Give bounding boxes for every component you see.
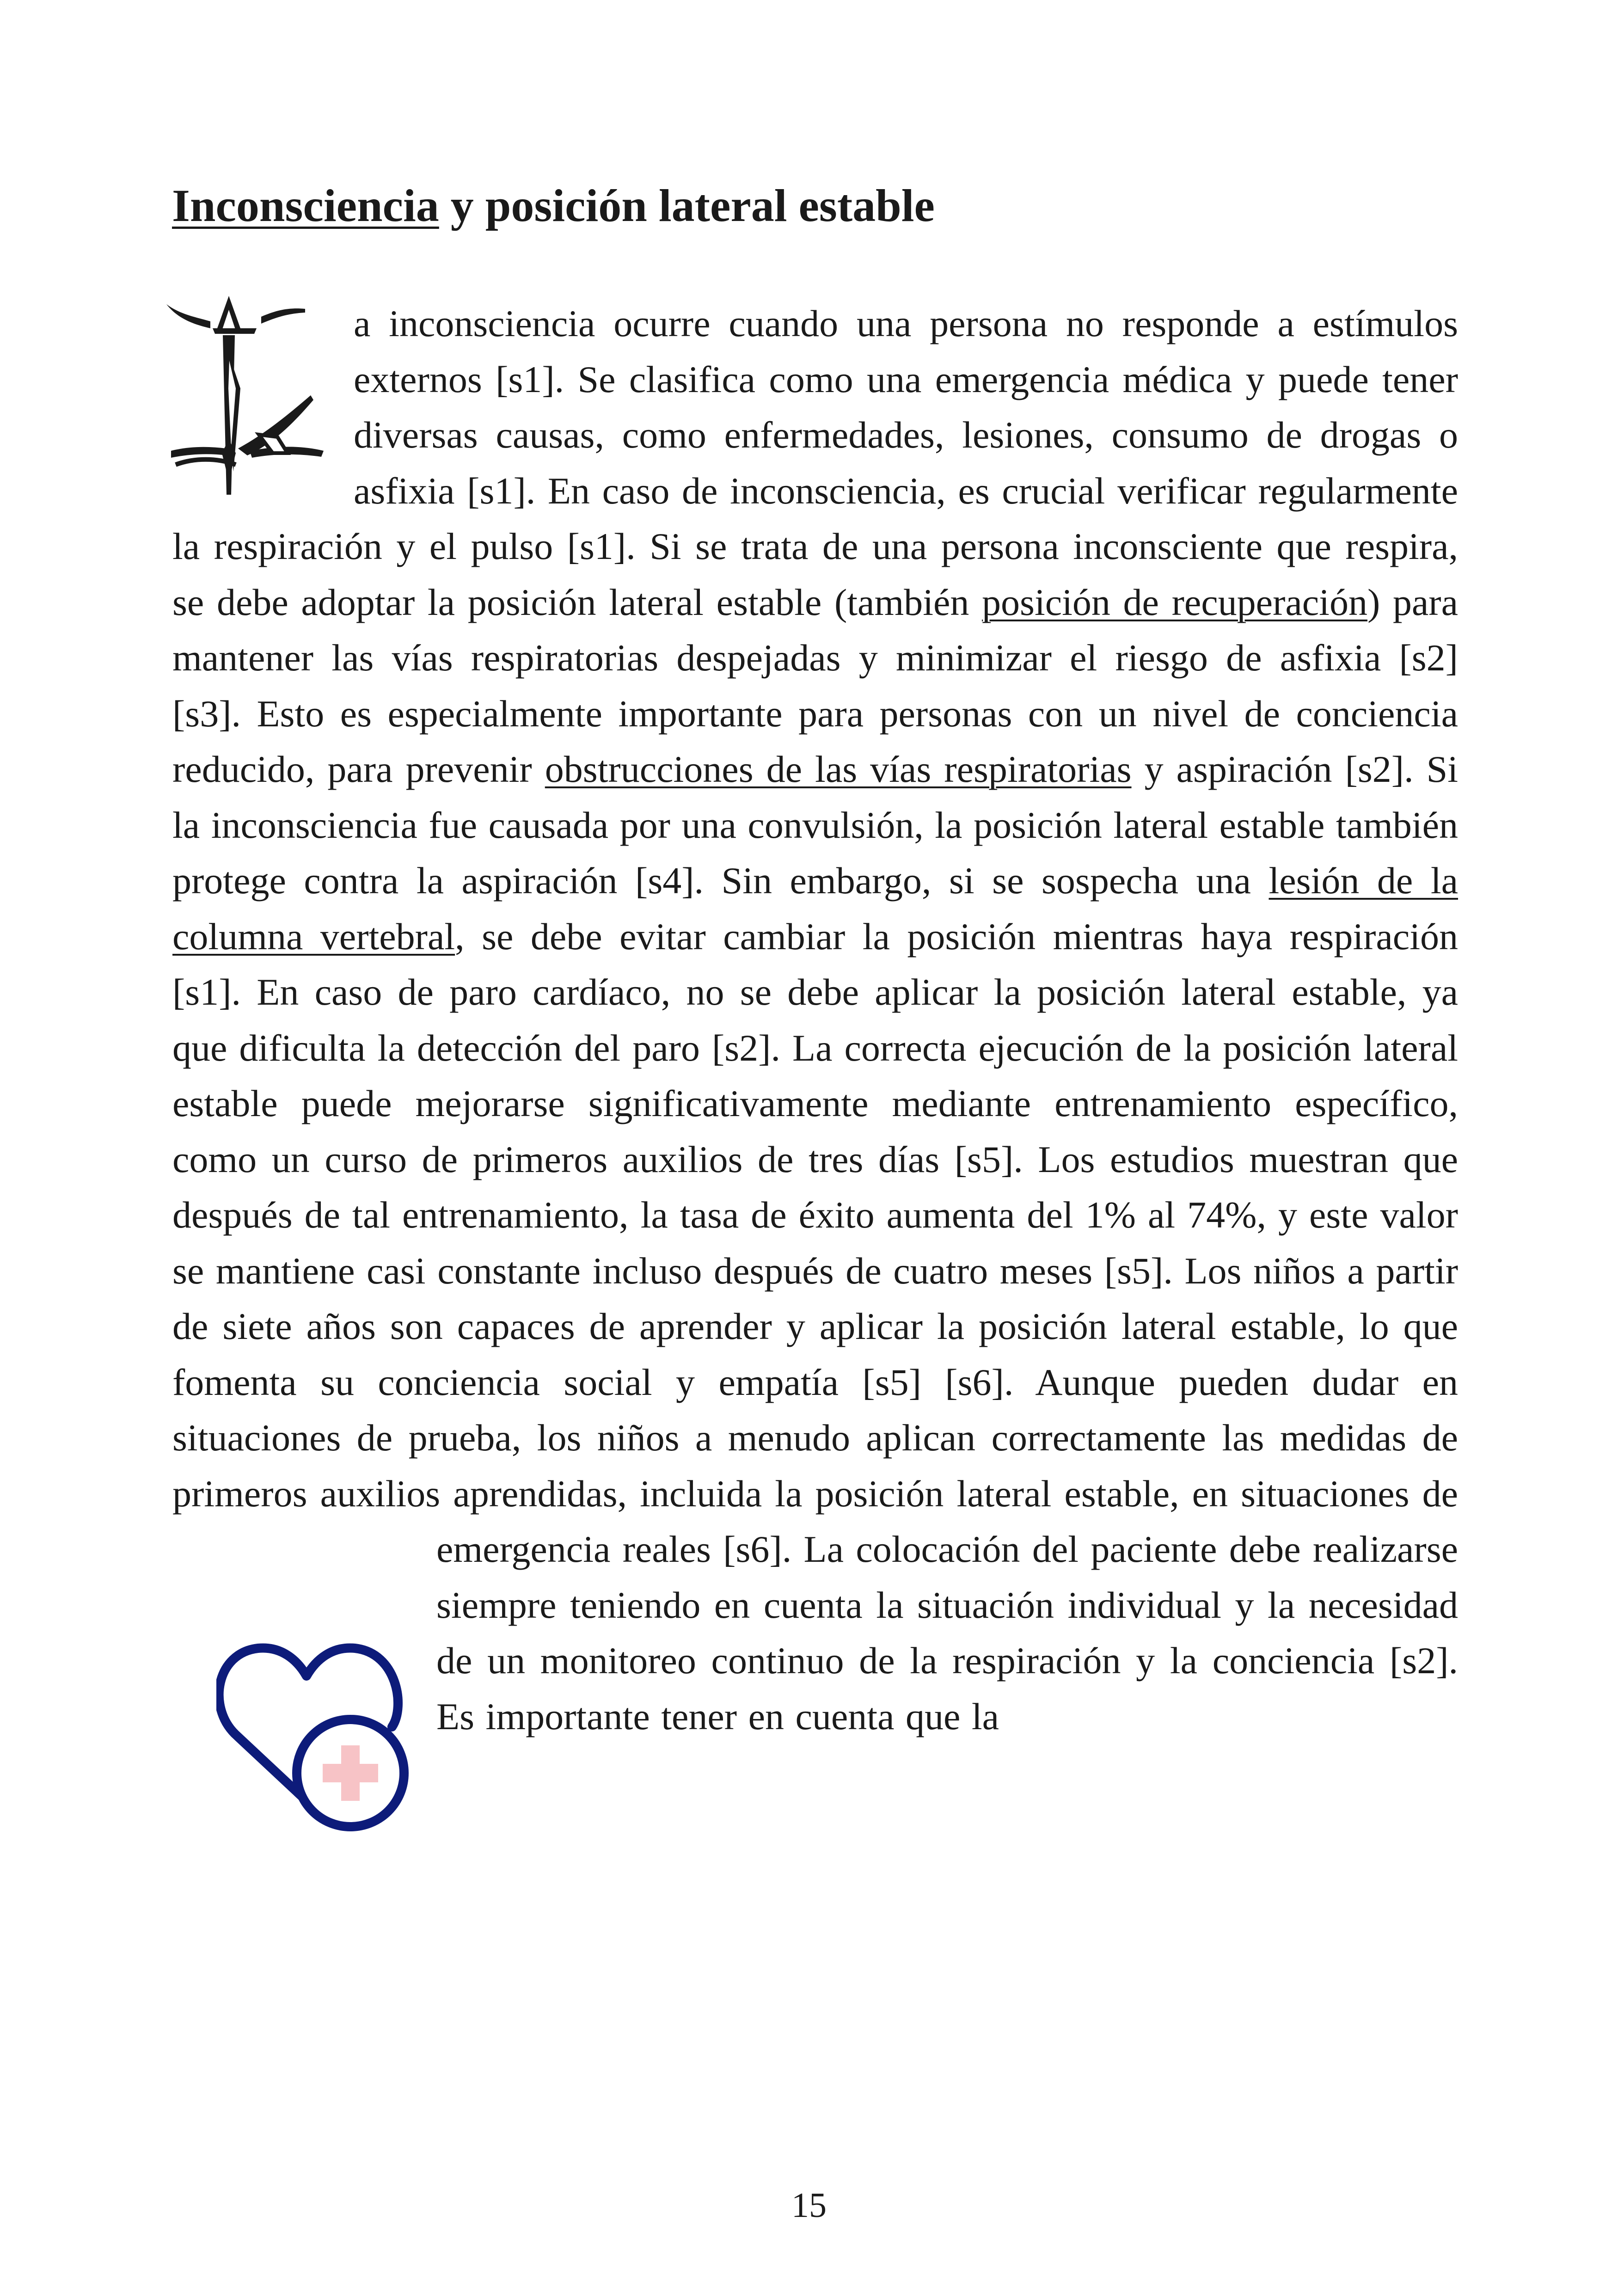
body-text — [172, 296, 1458, 1912]
heading-linked-term[interactable]: Inconsciencia — [172, 180, 439, 231]
drop-cap-ornament-icon — [166, 296, 354, 518]
heart-medical-icon-area — [172, 1579, 436, 1912]
heading-text: y posición lateral estable — [439, 180, 935, 231]
body-text-segment: a inconsciencia ocurre cuando una persona no responde a estímulos externos [s1]. Se clasifica como una emergencia médica y puede tener diversas causas, como enfermedades, lesiones, consumo de drogas o asfixia [s1]. En caso de inconsciencia, es crucial verificar regularmente la respiración y el pulso [s1]. Si se trata de una persona inconsciente que respira, se debe adoptar la posición lateral estable (también — [172, 302, 1458, 623]
link-posicion-de-recuperacion[interactable]: posición de recuperación — [982, 581, 1367, 623]
body-text-segment: ) para mantener las vías respiratorias despejadas y minimizar el riesgo de asfixia [s2] [s3]. Esto es especialmente importante para personas con un nivel de conciencia reducido, para prevenir — [172, 581, 1459, 790]
section-heading — [172, 173, 935, 238]
body-paragraph — [172, 296, 1458, 1744]
body-text-segment: y aspiración [s2]. Si la inconsciencia fue causada por una convulsión, la posición lateral estable también protege contra la aspiración [s4]. Sin embargo, si se sospecha una — [172, 748, 1459, 902]
link-obstrucciones-vias-respiratorias[interactable]: obstrucciones de las vías respiratorias — [545, 748, 1132, 790]
link-lesion-columna-vertebral[interactable]: lesión de la columna vertebral — [172, 859, 1458, 958]
page-number: 15 — [791, 2186, 827, 2225]
drop-cap-l-ornament — [166, 296, 354, 518]
heart-medical-cross-icon — [216, 1625, 438, 1838]
body-text-segment: , se debe evitar cambiar la posición mientras haya respiración [s1]. En caso de paro cardíaco, no se debe aplicar la posición lateral estable, ya que dificulta la detección del paro [s2]. La correcta ejecución de la posición lateral estable puede mejorarse significativamente mediante entrenamiento específico, como un curso de primeros auxilios de tres días [s5]. Los estudios muestran que después de tal entrenamiento, la tasa de éxito aumenta del 1% al 74%, y este valor se mantiene casi constante incluso después de cuatro meses [s5]. Los niños a partir de siete años son capaces de aprender y aplicar la posición lateral estable, lo que fomenta su conciencia social y empatía [s5] [s6]. Aunque pueden dudar en situaciones de prueba, los niños a menudo aplican correctamente las medidas de primeros auxilios aprendidas, incluida la posición lateral estable, en situaciones de emergencia reales [s6]. La colocación del paciente debe realizarse siempre teniendo en cuenta la situación individual y la necesidad de un monitoreo continuo de la respiración y la conciencia [s2]. Es importante tener en cuenta que la — [172, 915, 1458, 1737]
